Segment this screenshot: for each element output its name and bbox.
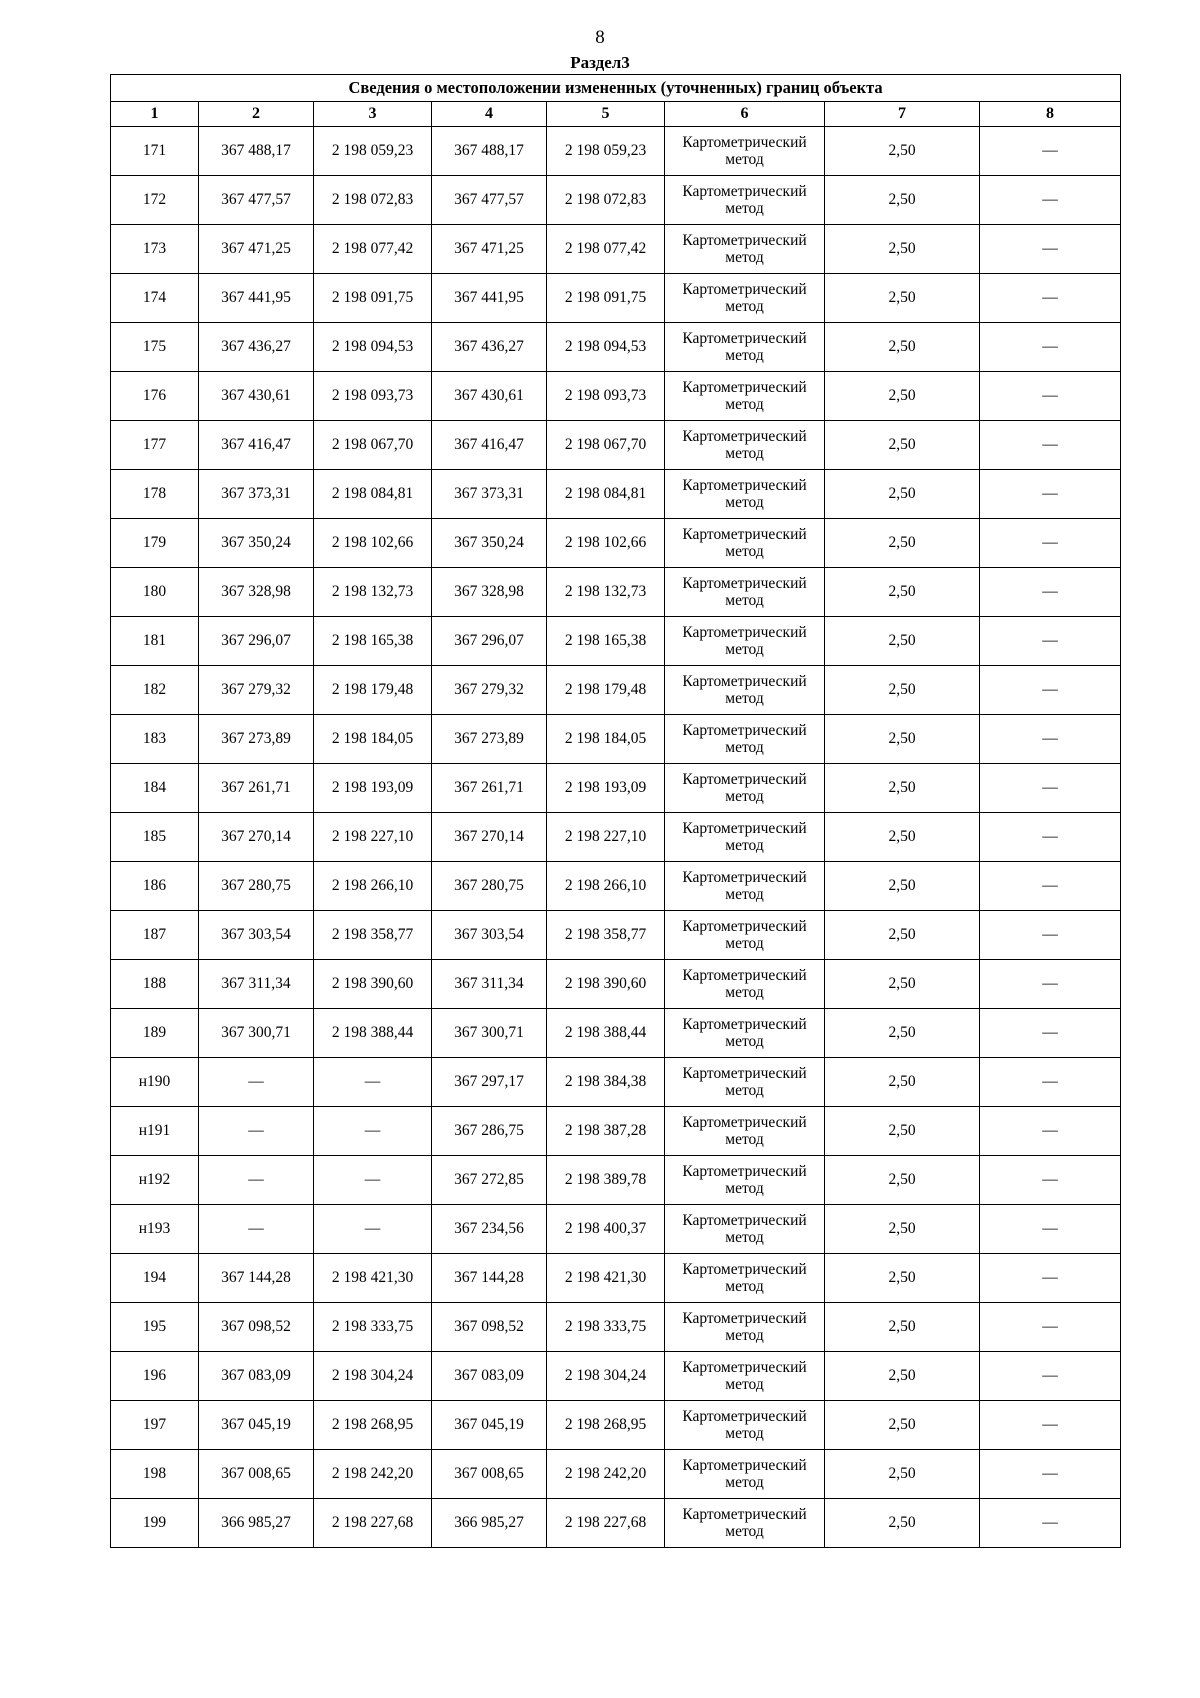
accuracy-value: 2,50: [825, 1156, 980, 1205]
section-label: Раздел3: [570, 52, 630, 72]
extra-value: —: [980, 862, 1121, 911]
accuracy-value: 2,50: [825, 1254, 980, 1303]
point-number: 176: [111, 372, 199, 421]
y-new: 2 198 193,09: [547, 764, 665, 813]
extra-value: —: [980, 911, 1121, 960]
y-old: 2 198 266,10: [314, 862, 432, 911]
extra-value: —: [980, 274, 1121, 323]
y-new: 2 198 389,78: [547, 1156, 665, 1205]
x-old: 367 311,34: [199, 960, 314, 1009]
y-old: 2 198 067,70: [314, 421, 432, 470]
y-old: 2 198 077,42: [314, 225, 432, 274]
column-number-2: 2: [199, 102, 314, 127]
y-old: 2 198 094,53: [314, 323, 432, 372]
x-old: —: [199, 1156, 314, 1205]
table-row: [111, 1107, 1121, 1156]
x-old: 367 279,32: [199, 666, 314, 715]
x-old: 367 280,75: [199, 862, 314, 911]
extra-value: —: [980, 1303, 1121, 1352]
column-number-5: 5: [547, 102, 665, 127]
x-old: 367 416,47: [199, 421, 314, 470]
y-old: 2 198 102,66: [314, 519, 432, 568]
x-old: 367 098,52: [199, 1303, 314, 1352]
y-old: 2 198 059,23: [314, 127, 432, 176]
determination-method: Картометрический метод: [665, 323, 825, 372]
y-new: 2 198 304,24: [547, 1352, 665, 1401]
x-new: 367 008,65: [432, 1450, 547, 1499]
accuracy-value: 2,50: [825, 127, 980, 176]
table-row: [111, 1254, 1121, 1303]
y-old: 2 198 193,09: [314, 764, 432, 813]
y-old: 2 198 388,44: [314, 1009, 432, 1058]
accuracy-value: 2,50: [825, 519, 980, 568]
determination-method: Картометрический метод: [665, 274, 825, 323]
table-row: [111, 274, 1121, 323]
x-old: 367 261,71: [199, 764, 314, 813]
point-number: 182: [111, 666, 199, 715]
table-row: [111, 715, 1121, 764]
determination-method: Картометрический метод: [665, 519, 825, 568]
y-old: 2 198 242,20: [314, 1450, 432, 1499]
table-row: [111, 1009, 1121, 1058]
x-old: 367 296,07: [199, 617, 314, 666]
accuracy-value: 2,50: [825, 764, 980, 813]
x-new: 367 261,71: [432, 764, 547, 813]
determination-method: Картометрический метод: [665, 1205, 825, 1254]
table-row: [111, 568, 1121, 617]
accuracy-value: 2,50: [825, 470, 980, 519]
point-number: 195: [111, 1303, 199, 1352]
accuracy-value: 2,50: [825, 1499, 980, 1548]
x-new: 367 280,75: [432, 862, 547, 911]
column-number-3: 3: [314, 102, 432, 127]
x-new: 367 471,25: [432, 225, 547, 274]
table-row: [111, 911, 1121, 960]
point-number: 197: [111, 1401, 199, 1450]
accuracy-value: 2,50: [825, 911, 980, 960]
point-number: 180: [111, 568, 199, 617]
y-old: 2 198 421,30: [314, 1254, 432, 1303]
extra-value: —: [980, 225, 1121, 274]
determination-method: Картометрический метод: [665, 1450, 825, 1499]
determination-method: Картометрический метод: [665, 127, 825, 176]
determination-method: Картометрический метод: [665, 1009, 825, 1058]
extra-value: —: [980, 323, 1121, 372]
x-old: 367 270,14: [199, 813, 314, 862]
y-new: 2 198 072,83: [547, 176, 665, 225]
accuracy-value: 2,50: [825, 1009, 980, 1058]
extra-value: —: [980, 1499, 1121, 1548]
extra-value: —: [980, 617, 1121, 666]
y-new: 2 198 067,70: [547, 421, 665, 470]
table-row: [111, 764, 1121, 813]
y-new: 2 198 227,10: [547, 813, 665, 862]
x-old: 367 441,95: [199, 274, 314, 323]
y-old: 2 198 132,73: [314, 568, 432, 617]
point-number: 186: [111, 862, 199, 911]
table-row: [111, 1499, 1121, 1548]
y-new: 2 198 384,38: [547, 1058, 665, 1107]
point-number: 177: [111, 421, 199, 470]
extra-value: —: [980, 1156, 1121, 1205]
x-new: 367 441,95: [432, 274, 547, 323]
x-new: 367 303,54: [432, 911, 547, 960]
y-old: 2 198 093,73: [314, 372, 432, 421]
point-number: 173: [111, 225, 199, 274]
table-row: [111, 1205, 1121, 1254]
point-number: 198: [111, 1450, 199, 1499]
determination-method: Картометрический метод: [665, 666, 825, 715]
table-row: [111, 862, 1121, 911]
extra-value: —: [980, 1058, 1121, 1107]
extra-value: —: [980, 127, 1121, 176]
y-old: 2 198 268,95: [314, 1401, 432, 1450]
x-old: —: [199, 1058, 314, 1107]
x-old: 367 471,25: [199, 225, 314, 274]
extra-value: —: [980, 1401, 1121, 1450]
point-number: 179: [111, 519, 199, 568]
x-old: 367 008,65: [199, 1450, 314, 1499]
table-row: [111, 225, 1121, 274]
determination-method: Картометрический метод: [665, 1401, 825, 1450]
x-old: 367 083,09: [199, 1352, 314, 1401]
table-row: [111, 1450, 1121, 1499]
x-old: 367 430,61: [199, 372, 314, 421]
x-new: 366 985,27: [432, 1499, 547, 1548]
y-new: 2 198 242,20: [547, 1450, 665, 1499]
accuracy-value: 2,50: [825, 421, 980, 470]
determination-method: Картометрический метод: [665, 176, 825, 225]
y-new: 2 198 093,73: [547, 372, 665, 421]
extra-value: —: [980, 1254, 1121, 1303]
y-old: 2 198 072,83: [314, 176, 432, 225]
accuracy-value: 2,50: [825, 1303, 980, 1352]
y-new: 2 198 390,60: [547, 960, 665, 1009]
determination-method: Картометрический метод: [665, 1156, 825, 1205]
extra-value: —: [980, 519, 1121, 568]
extra-value: —: [980, 1107, 1121, 1156]
y-old: 2 198 227,10: [314, 813, 432, 862]
x-new: 367 234,56: [432, 1205, 547, 1254]
x-new: 367 300,71: [432, 1009, 547, 1058]
accuracy-value: 2,50: [825, 1058, 980, 1107]
y-old: —: [314, 1058, 432, 1107]
y-new: 2 198 400,37: [547, 1205, 665, 1254]
y-old: 2 198 390,60: [314, 960, 432, 1009]
extra-value: —: [980, 960, 1121, 1009]
x-new: 367 144,28: [432, 1254, 547, 1303]
determination-method: Картометрический метод: [665, 1254, 825, 1303]
x-new: 367 296,07: [432, 617, 547, 666]
extra-value: —: [980, 1352, 1121, 1401]
extra-value: —: [980, 1009, 1121, 1058]
extra-value: —: [980, 764, 1121, 813]
y-old: 2 198 333,75: [314, 1303, 432, 1352]
column-number-8: 8: [980, 102, 1121, 127]
x-new: 367 270,14: [432, 813, 547, 862]
y-old: 2 198 184,05: [314, 715, 432, 764]
determination-method: Картометрический метод: [665, 568, 825, 617]
accuracy-value: 2,50: [825, 813, 980, 862]
x-old: 367 477,57: [199, 176, 314, 225]
x-old: 367 273,89: [199, 715, 314, 764]
x-new: 367 083,09: [432, 1352, 547, 1401]
x-old: 367 488,17: [199, 127, 314, 176]
determination-method: Картометрический метод: [665, 1499, 825, 1548]
column-number-row: [111, 102, 1121, 127]
point-number: 185: [111, 813, 199, 862]
extra-value: —: [980, 1205, 1121, 1254]
x-new: 367 436,27: [432, 323, 547, 372]
y-old: —: [314, 1107, 432, 1156]
accuracy-value: 2,50: [825, 715, 980, 764]
accuracy-value: 2,50: [825, 617, 980, 666]
table-row: [111, 372, 1121, 421]
table-row: [111, 1352, 1121, 1401]
y-new: 2 198 333,75: [547, 1303, 665, 1352]
point-number: 171: [111, 127, 199, 176]
accuracy-value: 2,50: [825, 225, 980, 274]
x-old: 367 303,54: [199, 911, 314, 960]
column-number-7: 7: [825, 102, 980, 127]
accuracy-value: 2,50: [825, 1205, 980, 1254]
table-row: [111, 1058, 1121, 1107]
column-number-6: 6: [665, 102, 825, 127]
point-number: 189: [111, 1009, 199, 1058]
determination-method: Картометрический метод: [665, 1058, 825, 1107]
x-old: —: [199, 1205, 314, 1254]
point-number: 194: [111, 1254, 199, 1303]
x-old: 367 144,28: [199, 1254, 314, 1303]
determination-method: Картометрический метод: [665, 764, 825, 813]
determination-method: Картометрический метод: [665, 1107, 825, 1156]
accuracy-value: 2,50: [825, 1352, 980, 1401]
table-row: [111, 1156, 1121, 1205]
table-row: [111, 813, 1121, 862]
point-number: 178: [111, 470, 199, 519]
y-new: 2 198 421,30: [547, 1254, 665, 1303]
extra-value: —: [980, 813, 1121, 862]
y-old: 2 198 165,38: [314, 617, 432, 666]
point-number: н192: [111, 1156, 199, 1205]
accuracy-value: 2,50: [825, 960, 980, 1009]
accuracy-value: 2,50: [825, 323, 980, 372]
y-old: 2 198 179,48: [314, 666, 432, 715]
x-old: 366 985,27: [199, 1499, 314, 1548]
table-row: [111, 519, 1121, 568]
extra-value: —: [980, 421, 1121, 470]
y-new: 2 198 084,81: [547, 470, 665, 519]
table-row: [111, 666, 1121, 715]
point-number: 183: [111, 715, 199, 764]
x-new: 367 045,19: [432, 1401, 547, 1450]
x-new: 367 311,34: [432, 960, 547, 1009]
accuracy-value: 2,50: [825, 862, 980, 911]
x-new: 367 328,98: [432, 568, 547, 617]
point-number: 187: [111, 911, 199, 960]
y-new: 2 198 179,48: [547, 666, 665, 715]
x-old: 367 045,19: [199, 1401, 314, 1450]
table-row: [111, 421, 1121, 470]
point-number: н190: [111, 1058, 199, 1107]
y-old: 2 198 304,24: [314, 1352, 432, 1401]
point-number: н193: [111, 1205, 199, 1254]
table-caption: Сведения о местоположении измененных (уточненных) границ объекта: [111, 75, 1121, 102]
accuracy-value: 2,50: [825, 372, 980, 421]
x-new: 367 430,61: [432, 372, 547, 421]
accuracy-value: 2,50: [825, 274, 980, 323]
x-old: 367 436,27: [199, 323, 314, 372]
determination-method: Картометрический метод: [665, 372, 825, 421]
determination-method: Картометрический метод: [665, 911, 825, 960]
accuracy-value: 2,50: [825, 176, 980, 225]
table-row: [111, 1401, 1121, 1450]
page-number: 8: [595, 27, 605, 48]
table-row: [111, 127, 1121, 176]
extra-value: —: [980, 372, 1121, 421]
y-old: 2 198 358,77: [314, 911, 432, 960]
table-row: [111, 960, 1121, 1009]
y-old: 2 198 084,81: [314, 470, 432, 519]
extra-value: —: [980, 470, 1121, 519]
accuracy-value: 2,50: [825, 1107, 980, 1156]
y-old: 2 198 227,68: [314, 1499, 432, 1548]
y-new: 2 198 358,77: [547, 911, 665, 960]
x-old: 367 300,71: [199, 1009, 314, 1058]
y-new: 2 198 091,75: [547, 274, 665, 323]
point-number: 184: [111, 764, 199, 813]
coordinates-table: [110, 74, 1121, 1548]
determination-method: Картометрический метод: [665, 813, 825, 862]
y-new: 2 198 102,66: [547, 519, 665, 568]
extra-value: —: [980, 1450, 1121, 1499]
y-new: 2 198 077,42: [547, 225, 665, 274]
x-new: 367 272,85: [432, 1156, 547, 1205]
accuracy-value: 2,50: [825, 1450, 980, 1499]
x-new: 367 350,24: [432, 519, 547, 568]
y-new: 2 198 387,28: [547, 1107, 665, 1156]
table-head: [111, 75, 1121, 127]
point-number: 172: [111, 176, 199, 225]
point-number: н191: [111, 1107, 199, 1156]
y-new: 2 198 165,38: [547, 617, 665, 666]
x-new: 367 297,17: [432, 1058, 547, 1107]
determination-method: Картометрический метод: [665, 862, 825, 911]
determination-method: Картометрический метод: [665, 715, 825, 764]
y-new: 2 198 268,95: [547, 1401, 665, 1450]
y-old: —: [314, 1205, 432, 1254]
determination-method: Картометрический метод: [665, 1352, 825, 1401]
y-new: 2 198 266,10: [547, 862, 665, 911]
table-row: [111, 617, 1121, 666]
y-new: 2 198 059,23: [547, 127, 665, 176]
point-number: 175: [111, 323, 199, 372]
determination-method: Картометрический метод: [665, 421, 825, 470]
table-body: [111, 127, 1121, 1548]
determination-method: Картометрический метод: [665, 470, 825, 519]
extra-value: —: [980, 666, 1121, 715]
accuracy-value: 2,50: [825, 666, 980, 715]
point-number: 199: [111, 1499, 199, 1548]
point-number: 196: [111, 1352, 199, 1401]
determination-method: Картометрический метод: [665, 960, 825, 1009]
table-row: [111, 470, 1121, 519]
x-new: 367 488,17: [432, 127, 547, 176]
extra-value: —: [980, 715, 1121, 764]
x-new: 367 416,47: [432, 421, 547, 470]
determination-method: Картометрический метод: [665, 1303, 825, 1352]
determination-method: Картометрический метод: [665, 617, 825, 666]
x-new: 367 373,31: [432, 470, 547, 519]
x-new: 367 286,75: [432, 1107, 547, 1156]
y-new: 2 198 388,44: [547, 1009, 665, 1058]
y-old: —: [314, 1156, 432, 1205]
table-row: [111, 176, 1121, 225]
point-number: 174: [111, 274, 199, 323]
table-row: [111, 323, 1121, 372]
point-number: 181: [111, 617, 199, 666]
x-new: 367 273,89: [432, 715, 547, 764]
column-number-1: 1: [111, 102, 199, 127]
accuracy-value: 2,50: [825, 568, 980, 617]
x-old: 367 350,24: [199, 519, 314, 568]
extra-value: —: [980, 176, 1121, 225]
x-old: 367 328,98: [199, 568, 314, 617]
x-new: 367 098,52: [432, 1303, 547, 1352]
column-number-4: 4: [432, 102, 547, 127]
determination-method: Картометрический метод: [665, 225, 825, 274]
y-new: 2 198 132,73: [547, 568, 665, 617]
table-caption-row: [111, 75, 1121, 102]
x-new: 367 279,32: [432, 666, 547, 715]
y-new: 2 198 227,68: [547, 1499, 665, 1548]
y-new: 2 198 094,53: [547, 323, 665, 372]
table-row: [111, 1303, 1121, 1352]
x-old: —: [199, 1107, 314, 1156]
x-old: 367 373,31: [199, 470, 314, 519]
point-number: 188: [111, 960, 199, 1009]
x-new: 367 477,57: [432, 176, 547, 225]
accuracy-value: 2,50: [825, 1401, 980, 1450]
y-old: 2 198 091,75: [314, 274, 432, 323]
extra-value: —: [980, 568, 1121, 617]
y-new: 2 198 184,05: [547, 715, 665, 764]
